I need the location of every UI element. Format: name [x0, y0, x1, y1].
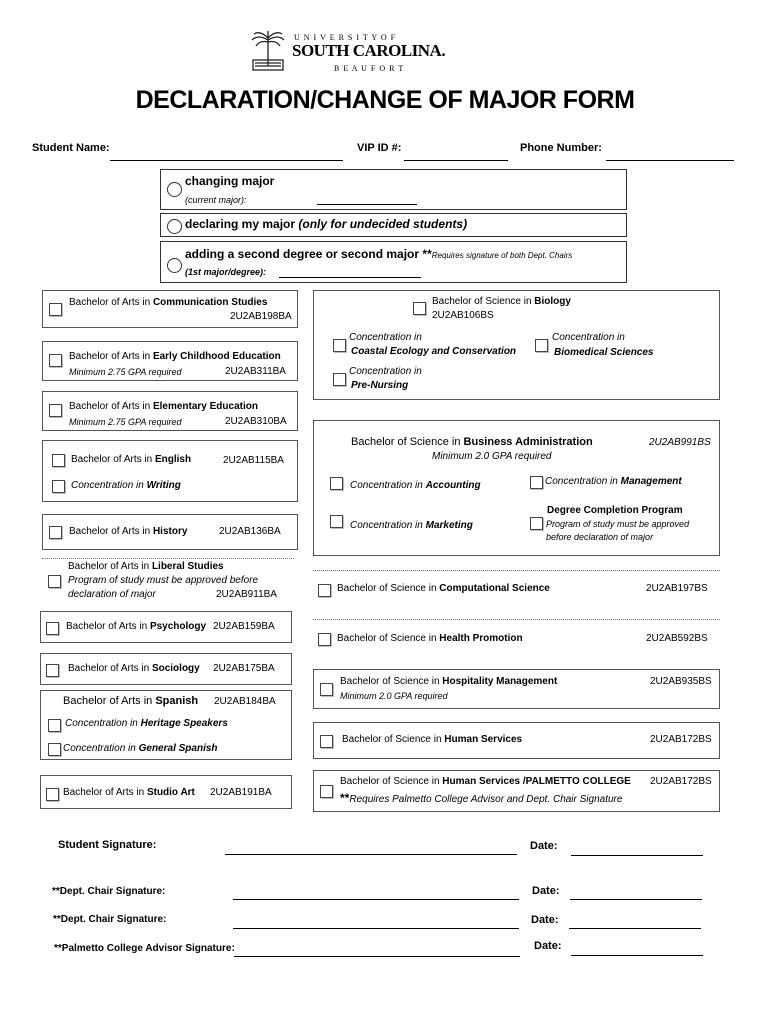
major-early-childhood — [42, 341, 298, 381]
coastal-ecology-label: Coastal Ecology and Conservation — [351, 346, 517, 357]
elementary-note: Minimum 2.75 GPA required — [69, 417, 182, 427]
hospitality-note: Minimum 2.0 GPA required — [340, 691, 448, 701]
major-studio-art — [40, 775, 292, 809]
communication-code: 2U2AB198BA — [230, 311, 292, 322]
marketing-label: Concentration in Marketing — [350, 520, 473, 531]
biomedical-checkbox[interactable] — [535, 339, 548, 352]
coastal-ecology-pre: Concentration in — [349, 332, 422, 343]
changing-major-radio[interactable] — [167, 182, 182, 197]
business-code: 2U2AB991BS — [649, 437, 711, 448]
history-label: Bachelor of Arts in History — [69, 526, 188, 537]
heritage-speakers-label: Concentration in Heritage Speakers — [65, 718, 228, 729]
elementary-checkbox[interactable] — [49, 404, 62, 417]
major-spanish — [40, 690, 292, 760]
chair2-date-label: Date: — [531, 914, 559, 926]
writing-label: Concentration in Writing — [71, 480, 181, 491]
human-services-label: Bachelor of Science in Human Services — [342, 734, 523, 745]
major-history — [42, 514, 298, 550]
advisor-signature-field[interactable] — [234, 956, 520, 957]
computational-label: Bachelor of Science in Computational Science — [337, 583, 550, 594]
second-degree-note: Requires signature of both Dept. Chairs — [431, 251, 573, 260]
degree-completion-checkbox[interactable] — [530, 517, 543, 530]
human-services-code: 2U2AB172BS — [650, 734, 712, 745]
logo-university-of: U N I V E R S I T Y O F — [294, 33, 397, 42]
first-major-field[interactable] — [279, 277, 421, 278]
chair1-date-field[interactable] — [570, 899, 702, 900]
palmetto-code: 2U2AB172BS — [650, 776, 712, 787]
management-checkbox[interactable] — [530, 476, 543, 489]
student-signature-label: Student Signature: — [58, 839, 157, 851]
major-elementary-education — [42, 391, 298, 431]
health-checkbox[interactable] — [318, 633, 331, 646]
early-childhood-code: 2U2AB311BA — [225, 366, 286, 377]
palmetto-label: Bachelor of Science in Human Services /PALMETTO COLLEGE — [340, 776, 631, 787]
human-services-checkbox[interactable] — [320, 735, 333, 748]
liberal-studies-code: 2U2AB911BA — [216, 589, 277, 600]
chair1-date-label: Date: — [532, 885, 560, 897]
major-communication-studies — [42, 290, 298, 328]
sociology-code: 2U2AB175BA — [213, 663, 275, 674]
current-major-label: (current major): — [185, 195, 247, 205]
option-second-degree — [160, 241, 627, 283]
major-health-promotion — [313, 619, 720, 657]
major-english — [42, 440, 298, 502]
option-changing-major — [160, 169, 627, 210]
major-psychology — [40, 611, 292, 643]
early-childhood-label: Bachelor of Arts in Early Childhood Education — [69, 351, 281, 362]
sociology-label: Bachelor of Arts in Sociology — [68, 663, 200, 674]
major-human-services-palmetto — [313, 770, 720, 812]
early-childhood-checkbox[interactable] — [49, 354, 62, 367]
current-major-field[interactable] — [317, 204, 417, 205]
palmetto-checkbox[interactable] — [320, 785, 333, 798]
student-signature-field[interactable] — [225, 854, 517, 855]
advisor-date-field[interactable] — [571, 955, 703, 956]
degree-completion-title: Degree Completion Program — [547, 505, 683, 516]
degree-completion-note-1: Program of study must be approved — [546, 519, 690, 529]
hospitality-label: Bachelor of Science in Hospitality Management — [340, 676, 558, 687]
biology-code: 2U2AB106BS — [432, 310, 494, 321]
chair2-date-field[interactable] — [569, 928, 701, 929]
psychology-checkbox[interactable] — [46, 622, 59, 635]
hospitality-code: 2U2AB935BS — [650, 676, 712, 687]
student-date-field[interactable] — [571, 855, 703, 856]
palmetto-tree-icon — [250, 30, 286, 76]
management-label: Concentration in Management — [545, 476, 682, 487]
biology-checkbox[interactable] — [413, 302, 426, 315]
writing-checkbox[interactable] — [52, 480, 65, 493]
advisor-signature-label: **Palmetto College Advisor Signature: — [54, 943, 235, 954]
major-sociology — [40, 653, 292, 685]
university-logo — [250, 30, 460, 80]
declaring-major-radio[interactable] — [167, 219, 182, 234]
logo-name: SOUTH CAROLINA. — [292, 41, 446, 60]
general-spanish-label: Concentration in General Spanish — [63, 743, 218, 754]
english-code: 2U2AB115BA — [223, 455, 284, 466]
major-business-administration — [313, 420, 720, 556]
accounting-checkbox[interactable] — [330, 477, 343, 490]
coastal-ecology-checkbox[interactable] — [333, 339, 346, 352]
changing-major-label: changing major — [185, 174, 275, 188]
psychology-label: Bachelor of Arts in Psychology — [66, 621, 207, 632]
chair2-signature-field[interactable] — [233, 928, 519, 929]
vip-id-label: VIP ID #: — [357, 142, 402, 154]
early-childhood-note: Minimum 2.75 GPA required — [69, 367, 182, 377]
computational-checkbox[interactable] — [318, 584, 331, 597]
student-name-field[interactable] — [110, 160, 343, 161]
declaring-note: (only for undecided students) — [298, 217, 468, 231]
option-declaring-major — [160, 213, 627, 237]
english-checkbox[interactable] — [52, 454, 65, 467]
logo-beaufort: B E A U F O R T — [334, 64, 405, 73]
palmetto-note: **Requires Palmetto College Advisor and Dept. Chair Signature — [340, 791, 623, 805]
student-date-label: Date: — [530, 840, 558, 852]
business-label: Bachelor of Science in Business Administration — [351, 436, 593, 448]
pre-nursing-checkbox[interactable] — [333, 373, 346, 386]
first-major-label: (1st major/degree): — [185, 267, 267, 277]
phone-field[interactable] — [606, 160, 734, 161]
studio-art-label: Bachelor of Arts in Studio Art — [63, 787, 195, 798]
general-spanish-checkbox[interactable] — [48, 743, 61, 756]
communication-checkbox[interactable] — [49, 303, 62, 316]
history-checkbox[interactable] — [49, 526, 62, 539]
health-code: 2U2AB592BS — [646, 633, 708, 644]
major-human-services — [313, 722, 720, 759]
major-hospitality-management — [313, 669, 720, 709]
heritage-speakers-checkbox[interactable] — [48, 719, 61, 732]
advisor-date-label: Date: — [534, 940, 562, 952]
pre-nursing-pre: Concentration in — [349, 366, 422, 377]
hospitality-checkbox[interactable] — [320, 683, 333, 696]
chair2-signature-label: **Dept. Chair Signature: — [53, 914, 167, 925]
major-liberal-studies — [42, 558, 294, 602]
elementary-code: 2U2AB310BA — [225, 416, 287, 427]
liberal-studies-note-2: declaration of major — [68, 589, 156, 600]
liberal-studies-label: Bachelor of Arts in Liberal Studies — [68, 561, 224, 572]
health-label: Bachelor of Science in Health Promotion — [337, 633, 523, 644]
spanish-label: Bachelor of Arts in Spanish — [63, 695, 199, 707]
studio-art-code: 2U2AB191BA — [210, 787, 272, 798]
major-computational-science — [313, 570, 720, 608]
communication-label: Bachelor of Arts in Communication Studies — [69, 297, 268, 308]
second-degree-label: adding a second degree or second major **Requires signature of both Dept. Chairs — [185, 247, 573, 261]
biomedical-label: Biomedical Sciences — [554, 347, 654, 358]
liberal-studies-note-1: Program of study must be approved before — [68, 575, 259, 586]
history-code: 2U2AB136BA — [219, 526, 281, 537]
business-note: Minimum 2.0 GPA required — [432, 451, 552, 462]
psychology-code: 2U2AB159BA — [213, 621, 275, 632]
vip-id-field[interactable] — [404, 160, 508, 161]
second-degree-radio[interactable] — [167, 258, 182, 273]
pre-nursing-label: Pre-Nursing — [351, 380, 409, 391]
spanish-code: 2U2AB184BA — [214, 696, 276, 707]
liberal-studies-checkbox[interactable] — [48, 575, 61, 588]
elementary-label: Bachelor of Arts in Elementary Education — [69, 401, 258, 412]
computational-code: 2U2AB197BS — [646, 583, 708, 594]
english-label: Bachelor of Arts in English — [71, 454, 192, 465]
degree-completion-note-2: before declaration of major — [546, 532, 654, 542]
sociology-checkbox[interactable] — [46, 664, 59, 677]
biomedical-pre: Concentration in — [552, 332, 625, 343]
accounting-label: Concentration in Accounting — [350, 480, 481, 491]
student-name-label: Student Name: — [32, 142, 110, 154]
declaring-major-label: declaring my major (only for undecided students) — [185, 217, 468, 231]
major-biology — [313, 290, 720, 400]
phone-label: Phone Number: — [520, 142, 602, 154]
chair1-signature-label: **Dept. Chair Signature: — [52, 886, 166, 897]
studio-art-checkbox[interactable] — [46, 788, 59, 801]
biology-label: Bachelor of Science in Biology — [432, 296, 571, 307]
chair1-signature-field[interactable] — [233, 899, 519, 900]
page-title: DECLARATION/CHANGE OF MAJOR FORM — [135, 86, 635, 114]
marketing-checkbox[interactable] — [330, 515, 343, 528]
